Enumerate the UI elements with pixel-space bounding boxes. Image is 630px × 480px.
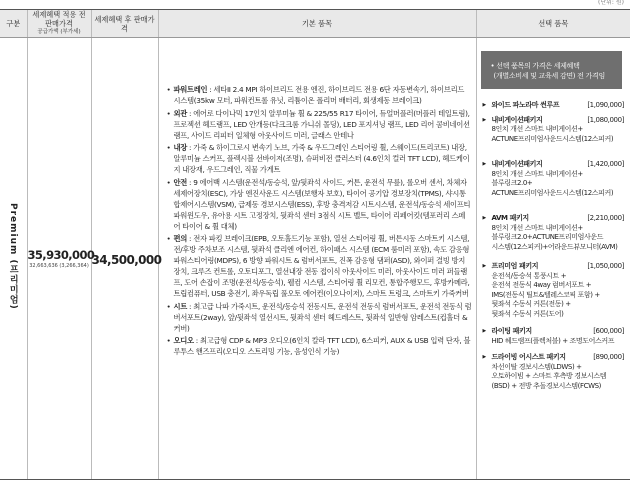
header-options: 선택 품목	[476, 10, 630, 38]
basic-item	[163, 177, 472, 232]
price-before-cell	[27, 38, 95, 480]
basic-item-category: 오디오	[173, 336, 194, 345]
option-desc: 8인치 개선 스마트 내비게이션+	[491, 169, 583, 178]
option-price: [1,050,000]	[587, 262, 624, 270]
trim-name: Premium (프리미엄)	[7, 203, 18, 310]
option-notice	[481, 51, 623, 89]
option-price: [890,000]	[593, 353, 624, 361]
option-item	[481, 101, 625, 111]
option-desc: 블루링크2.0+	[491, 179, 533, 187]
header-price-before-sub: 공급가액 (부가세)	[37, 29, 81, 35]
basic-item	[163, 301, 472, 334]
basic-item	[163, 84, 472, 106]
options-cell	[476, 38, 630, 480]
price-after-cell	[91, 38, 162, 480]
option-desc: 운전석/동승석 통풍시트 +	[491, 271, 567, 280]
option-desc: HID 헤드램프(플렉처블) + 조명도어스커프	[491, 336, 615, 345]
option-head	[492, 160, 625, 170]
unit-note: (단위: 원)	[598, 0, 624, 6]
option-item	[481, 214, 625, 252]
option-item	[481, 160, 625, 198]
option-name: ▶ 프리미엄 패키지	[491, 262, 539, 270]
basic-item-category: 파워트레인	[173, 85, 208, 94]
header-basic: 기본 품목	[158, 10, 476, 38]
basic-item-category: 안전	[173, 177, 187, 187]
option-name: ▶ 라이팅 패키지	[491, 327, 532, 335]
option-head	[492, 116, 625, 126]
basic-item-text: : 최고급형 CDP & MP3 오디오(6인치 칼라 TFT LCD), 6스피커, AUX & USB 입력 단자, 블루투스 핸즈프리(오디오 스트리밍 기능, 음성인식 기능)	[173, 336, 471, 356]
options-list	[477, 101, 630, 391]
option-name: ▶ 내비게이션패키지	[491, 160, 543, 168]
option-desc: 뒷좌석 수동식 커튼(전동) +	[491, 300, 571, 308]
option-item	[481, 327, 625, 346]
basic-item-category: 외관	[173, 108, 187, 118]
basic-item-category: 편의	[173, 234, 187, 243]
option-notice-line1: • 선택 품목의 가격은 세제혜택	[490, 62, 580, 70]
basic-item-text: : 9 에어백 시스템(운전석/동승석, 앞/뒷좌석 사이드, 커튼, 운전석 무릎), 롤오버 센서, 차체자세제어장치(ESC), 가상 엔진사운드 시스템(보행자 보호), 타이어 공기압 경보장치(TPMS), 샤시통합제어시스템(VSM), 급제동 경보시스템(ESS), 후방 충격저감 시트시스템, 운전석/동승석 세이프티 파워윈도우, 유아용 시트 고정장치, 뒷좌석 센터 3점식 시트 벨트, 타이어 리페어킷(템포러리 스페어 타이어 & 휠 대체)	[173, 177, 471, 231]
option-desc: 오토하이빔 + 스마트 후측방 경보시스템	[491, 372, 607, 380]
option-desc: ACTUNE프리미엄사운드시스템(12스피커)	[491, 188, 614, 197]
option-price: [1,090,000]	[587, 101, 624, 109]
price-before-sub: 32,663,636 (3,266,364)	[29, 263, 89, 269]
basic-items-cell	[158, 38, 476, 480]
trim-row	[0, 38, 630, 480]
option-desc: 차선이탈 경보시스템(LDWS) +	[491, 362, 582, 371]
option-name: ▶ 와이드 파노라마 썬루프	[491, 101, 560, 109]
option-head	[492, 101, 625, 111]
option-desc: 8인치 개선 스마트 내비게이션+	[491, 223, 583, 232]
header-price-before-label: 세제혜택 적용 전 판매가격	[32, 10, 86, 28]
option-desc: 운전석 전동식 4way 럼버서포트 +	[491, 281, 592, 289]
option-desc: 뒷좌석 수동식 커튼(도어)	[491, 309, 564, 318]
option-head	[492, 353, 625, 363]
option-item	[481, 116, 625, 145]
option-head	[492, 214, 625, 224]
basic-item	[163, 142, 472, 175]
option-name: ▶ 드라이빙 어시스트 패키지	[491, 353, 566, 361]
basic-item-text: : 전자 파킹 브레이크(EPB, 오토홀드기능 포함), 열선 스티어링 휠, 버튼시동 스마트키 시스템, 전/후방 주차보조 시스템, 뒷좌석 클리엔 에어컨, 하이패스 시스템 (ECM 룸미러 포함), 속도 감응형 파워스티어링(MDPS), 6 방향 파워시트 & 럼버서포트, 진폭 감응형 댐퍼(ASD), 와이퍼 결빙 방지장치, 크루즈 컨트롤, 오토디포그, 열선내장 전동 접이식 아웃사이드 미러, 아웃사이드 미러 퍼들램프, 도어 손잡이 조명(운전석/동승석), 웰컴 시스템, 스티어링 휠 리모컨, 통합주행모드, 후방카메라, 트립컴퓨터, USB 충전기, 좌우독립 풀오토 에어컨(이오나이저), 스마트 트렁크, 스마트키 가죽커버	[173, 234, 470, 298]
basic-item	[163, 335, 472, 357]
option-head	[492, 262, 625, 272]
option-desc: IMS(전동식 틸트&텔레스코픽 포함) +	[491, 290, 600, 299]
basic-item	[163, 108, 472, 141]
price-table	[0, 9, 630, 480]
basic-item	[163, 233, 472, 299]
header-division: 구분	[0, 10, 27, 38]
option-price: [1,080,000]	[587, 115, 624, 124]
option-price: [600,000]	[593, 327, 624, 335]
basic-items-list	[159, 38, 476, 357]
header-row	[0, 10, 630, 38]
header-price-before	[27, 10, 91, 38]
option-desc: 8인치 개선 스마트 내비게이션+	[491, 125, 583, 133]
price-before: 35,930,000	[27, 248, 95, 262]
basic-item-category: 시트	[173, 301, 187, 311]
basic-item-text: : 최고급 나파 가죽시트, 운전석/동승석 전동시트, 운전석 전동식 럼버서포트, 운전석 전동식 럼버서포트(2way), 앞/뒷좌석 열선시트, 뒷좌석 센터 헤드레스트, 뒷좌석 일반형 암레스트(컵홀더 & 커버)	[173, 301, 472, 333]
option-price: [2,210,000]	[587, 214, 624, 222]
option-desc: 블루링크2.0+ACTUNE프리미엄사운드	[491, 233, 604, 241]
basic-item-category: 내장	[173, 143, 187, 152]
option-name: ▶ AVM 패키지	[491, 214, 529, 222]
header-price-after: 세제혜택 후 판매가격	[91, 10, 158, 38]
option-notice-line2: (개별소비세 및 교육세 감면) 전 가격임	[493, 72, 605, 80]
option-price: [1,420,000]	[587, 160, 624, 168]
basic-item-text: : 세타II 2.4 MPI 하이브리드 전용 엔진, 하이브리드 전용 6단 자동변속기, 하이브리드 시스템(35kw 모터, 파워컨트롤 유닛, 리튬이온 폴리머 배터리, 회생제동 브레이크)	[173, 85, 465, 105]
option-desc: ACTUNE프리미엄사운드시스템(12스피커)	[491, 134, 614, 143]
basic-item-text: : 에어로 다이나믹 17인치 알루미늄 휠 & 225/55 R17 타이어, 듀얼머플러(머플러 테일트림), 프로젝션 헤드램프, LED 안개등(다크크롬 가니쉬 몰딩), LED 포지셔닝 램프, LED 리어 콤비네이션 램프, 사이드 리피터 일체형 아웃사이드 미러, 글래스 안테나	[173, 108, 470, 140]
price-after: 34,500,000	[91, 253, 162, 267]
option-desc: 시스템(12스피커)+어라운드뷰모니터(AVM)	[491, 242, 618, 251]
option-item	[481, 353, 625, 391]
option-name: ▶ 내비게이션패키지	[491, 115, 543, 124]
trim-cell	[0, 38, 27, 480]
option-desc: (BSD) + 전방 추돌경보시스템(FCWS)	[491, 381, 602, 390]
option-item	[481, 262, 625, 319]
option-head	[492, 327, 625, 337]
basic-item-text: : 가죽 & 하이그로시 변속기 노브, 가죽 & 우드그레인 스티어링 휠, 스웨이드(트리코트) 내장, 알루미늄 스커프, 플렉시블 선바이저(조명), 슈퍼비전 클러스터 (4.6인치 컬러 TFT LCD), 헤드케이지 내장재, 우드그레인, 직물 가게트	[173, 143, 470, 174]
